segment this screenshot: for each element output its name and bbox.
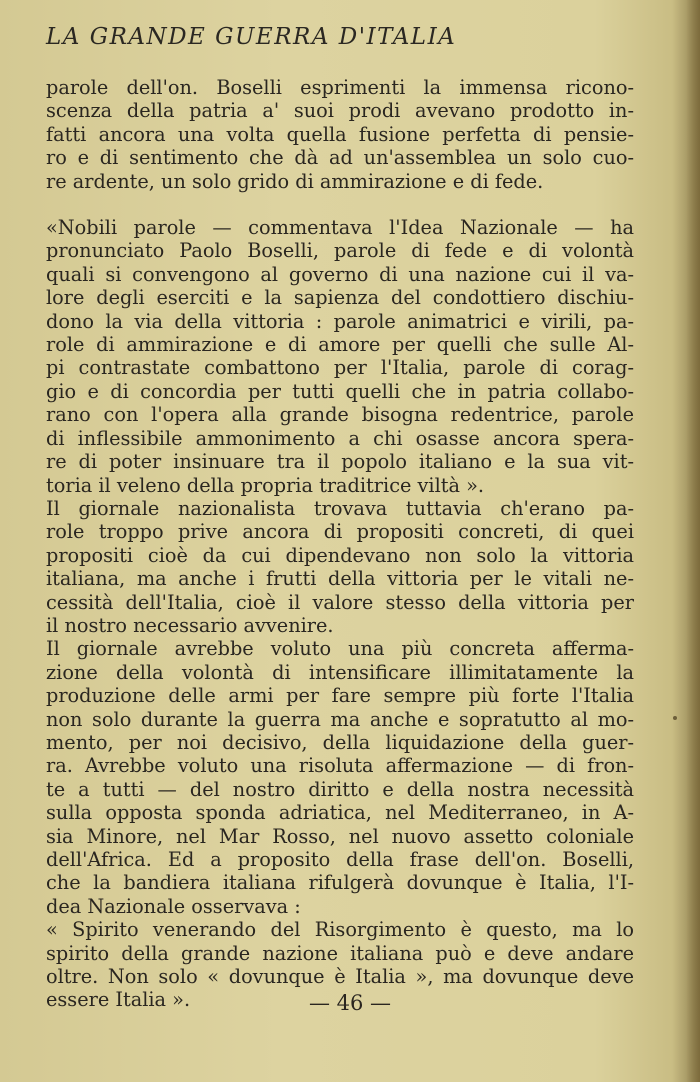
text-line: sulla opposta sponda adriatica, nel Mediterraneo, in A- [46, 801, 634, 825]
text-line: mento, per noi decisivo, della liquidazione della guer- [46, 730, 634, 754]
text-line: spirito della grande nazione italiana può e deve andare [46, 941, 634, 965]
text-line: parole dell'on. Boselli esprimenti la immensa ricono- [46, 76, 634, 99]
text-line: « Spirito venerando del Risorgimento è questo, ma lo [46, 918, 634, 942]
text-line: dono la via della vittoria : parole animatrici e virili, pa- [46, 309, 634, 333]
text-line: gio e di concordia per tutti quelli che in patria collabo- [46, 379, 634, 403]
text-line: fatti ancora una volta quella fusione perfetta di pensie- [46, 122, 634, 146]
paper-spot [673, 716, 677, 720]
text-line: zione della volontà di intensificare illimitatamente la [46, 660, 634, 684]
text-line: essere Italia ». [46, 988, 191, 1012]
text-line: sia Minore, nel Mar Rosso, nel nuovo assetto coloniale [46, 824, 634, 848]
text-line: italiana, ma anche i frutti della vittoria per le vitali ne- [46, 567, 634, 591]
text-line: scenza della patria a' suoi prodi avevano prodotto in- [46, 99, 634, 123]
text-line: pi contrastate combattono per l'Italia, parole di corag- [46, 356, 634, 380]
text-line: cessità dell'Italia, cioè il valore stesso della vittoria per [46, 590, 634, 614]
text-line: propositi cioè da cui dipendevano non solo la vittoria [46, 543, 634, 567]
text-line: il nostro necessario avvenire. [46, 613, 334, 637]
running-title: LA GRANDE GUERRA D'ITALIA [46, 24, 457, 50]
text-line: role troppo prive ancora di propositi concreti, di quei [46, 520, 634, 544]
text-line: ra. Avrebbe voluto una risoluta affermazione — di fron- [46, 754, 634, 778]
text-line: dea Nazionale osservava : [46, 894, 301, 918]
text-line: re di poter insinuare tra il popolo italiano e la sua vit- [46, 450, 634, 474]
text-line: pronunciato Paolo Boselli, parole di fede e di volontà [46, 239, 634, 263]
paragraph-4 [46, 637, 634, 918]
paragraph-3 [46, 497, 634, 637]
page-number: — 46 — [308, 991, 392, 1015]
text-line: che la bandiera italiana rifulgerà dovunque è Italia, l'I- [46, 871, 634, 895]
text-line: di inflessibile ammonimento a chi osasse ancora spera- [46, 426, 634, 450]
text-line: Il giornale avrebbe voluto una più concreta afferma- [46, 637, 634, 661]
text-line: re ardente, un solo grido di ammirazione e di fede. [46, 169, 544, 193]
paragraph-2 [46, 216, 634, 497]
text-line: dell'Africa. Ed a proposito della frase dell'on. Boselli, [46, 848, 634, 871]
text-line: Il giornale nazionalista trovava tuttavia ch'erano pa- [46, 496, 634, 520]
text-line: toria il veleno della propria traditrice viltà ». [46, 473, 485, 497]
text-line: quali si convengono al governo di una nazione cui il va- [46, 262, 634, 286]
text-line: role di ammirazione e di amore per quelli che sulle Al- [46, 333, 634, 357]
text-line: ro e di sentimento che dà ad un'assemblea un solo cuo- [46, 146, 634, 170]
text-line: non solo durante la guerra ma anche e sopratutto al mo- [46, 707, 634, 731]
body-text [46, 76, 634, 1012]
text-line: lore degli eserciti e la sapienza del condottiero dischiu- [46, 286, 634, 310]
paragraph-1 [46, 76, 634, 193]
text-line: te a tutti — del nostro diritto e della nostra necessità [46, 777, 634, 801]
page-binding-shadow [686, 0, 700, 1082]
text-line: «Nobili parole — commentava l'Idea Nazionale — ha [46, 216, 634, 240]
text-line: produzione delle armi per fare sempre più forte l'Italia [46, 684, 634, 708]
text-line: oltre. Non solo « dovunque è Italia », ma dovunque deve [46, 965, 634, 989]
text-line: rano con l'opera alla grande bisogna redentrice, parole [46, 403, 634, 427]
